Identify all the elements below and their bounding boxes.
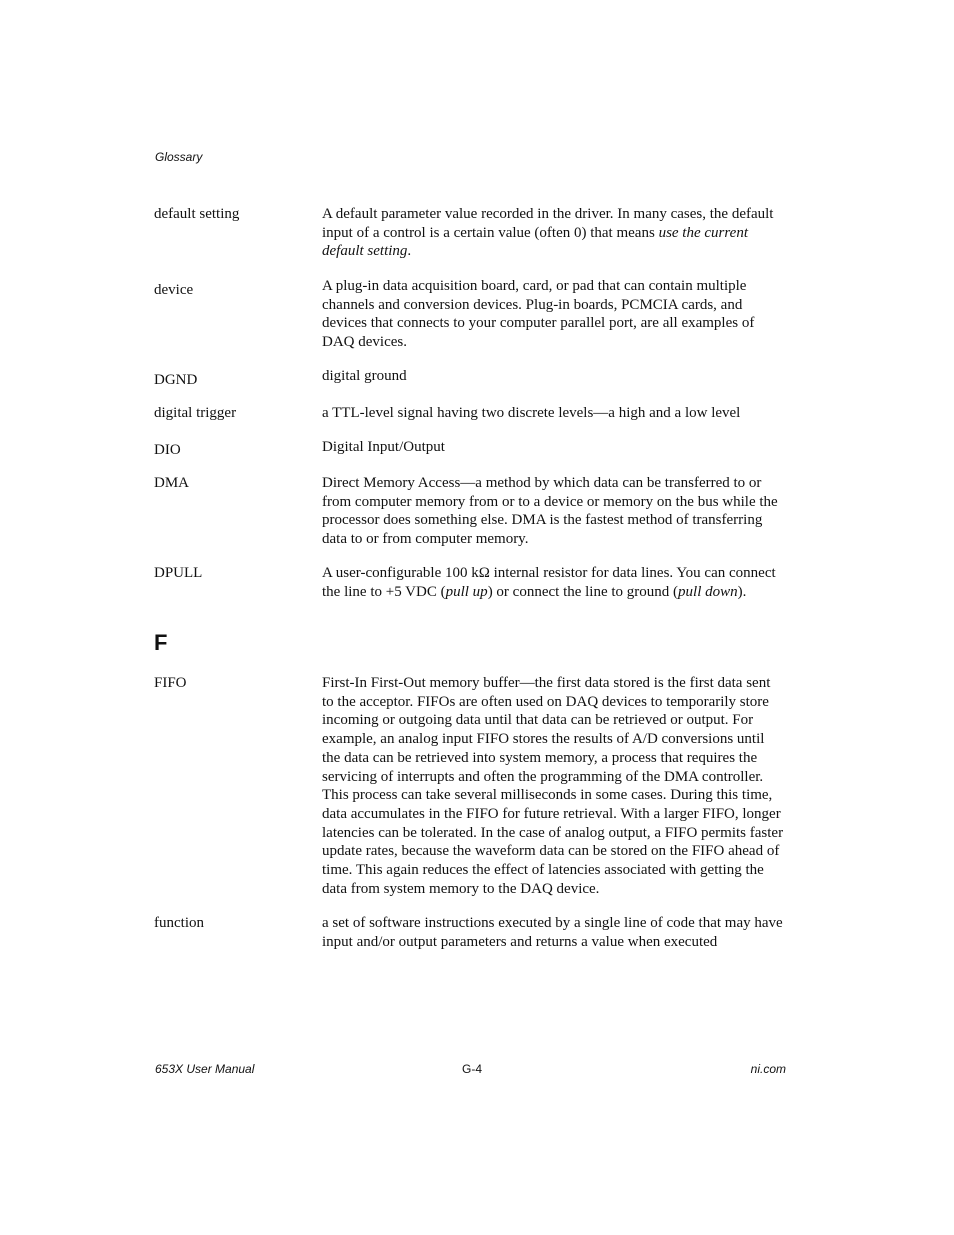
- glossary-term: function: [154, 915, 204, 931]
- glossary-term: DIO: [154, 442, 181, 458]
- definition-text: ) or connect the line to ground (: [487, 583, 679, 600]
- running-header: Glossary: [155, 150, 203, 164]
- glossary-definition: Digital Input/Output: [322, 439, 445, 455]
- definition-text: A user-configurable 100 kΩ internal resistor for data lines. You can connect the line to +5 VDC (: [322, 565, 776, 600]
- glossary-definition: digital ground: [322, 368, 407, 384]
- footer-website: ni.com: [750, 1062, 786, 1076]
- definition-text: ).: [737, 583, 747, 600]
- section-heading: F: [154, 630, 168, 655]
- glossary-definition: A plug-in data acquisition board, card, or pad that can contain multiple channels and conversion devices. Plug-in boards, PCMCIA cards, and devices that connects to your computer parallel port, are all examples of DAQ devices.: [322, 278, 755, 351]
- glossary-term: digital trigger: [154, 405, 237, 421]
- footer-page-number: G-4: [462, 1062, 483, 1076]
- glossary-definition: a set of software instructions executed by a single line of code that may have input and/or output parameters and returns a value when executed: [322, 915, 783, 950]
- definition-text: .: [407, 243, 412, 260]
- definition-text: A default parameter value recorded in the driver. In many cases, the default input of a control is a certain value (often 0) that means: [322, 206, 774, 241]
- glossary-term: FIFO: [154, 675, 187, 691]
- glossary-definition: [322, 205, 784, 261]
- glossary-definition: Direct Memory Access—a method by which data can be transferred to or from computer memory from or to a device or memory on the bus while the processor does something else. DMA is the fastest method of transferring data to or from computer memory.: [322, 475, 778, 548]
- glossary-definition: a TTL-level signal having two discrete levels—a high and a low level: [322, 405, 741, 421]
- glossary-term: default setting: [154, 206, 240, 222]
- glossary-definition: [322, 564, 784, 601]
- definition-emphasis: pull down: [678, 583, 738, 600]
- definition-emphasis: pull up: [445, 583, 488, 600]
- glossary-term: device: [154, 282, 194, 298]
- glossary-term: DPULL: [154, 565, 203, 581]
- definition-emphasis: use the current default setting: [322, 224, 748, 260]
- glossary-term: DGND: [154, 372, 198, 388]
- glossary-definition: First-In First-Out memory buffer—the first data stored is the first data sent to the acceptor. FIFOs are often used on DAQ devices to temporarily store incoming or outgoing data until that data can be retrieved or output. For example, an analog input FIFO stores the results of A/D conversions until the data can be retrieved into system memory, a process that requires the servicing of interrupts and often the programming of the DMA controller. This process can take several milliseconds in some cases. During this time, data accumulates in the FIFO for future retrieval. With a larger FIFO, longer latencies can be tolerated. In the case of analog output, a FIFO permits faster update rates, because the waveform data can be stored on the FIFO ahead of time. This again reduces the effect of latencies associated with getting the data from system memory to the DAQ device.: [322, 675, 784, 897]
- glossary-term: DMA: [154, 475, 190, 491]
- footer-manual-title: 653X User Manual: [155, 1062, 255, 1076]
